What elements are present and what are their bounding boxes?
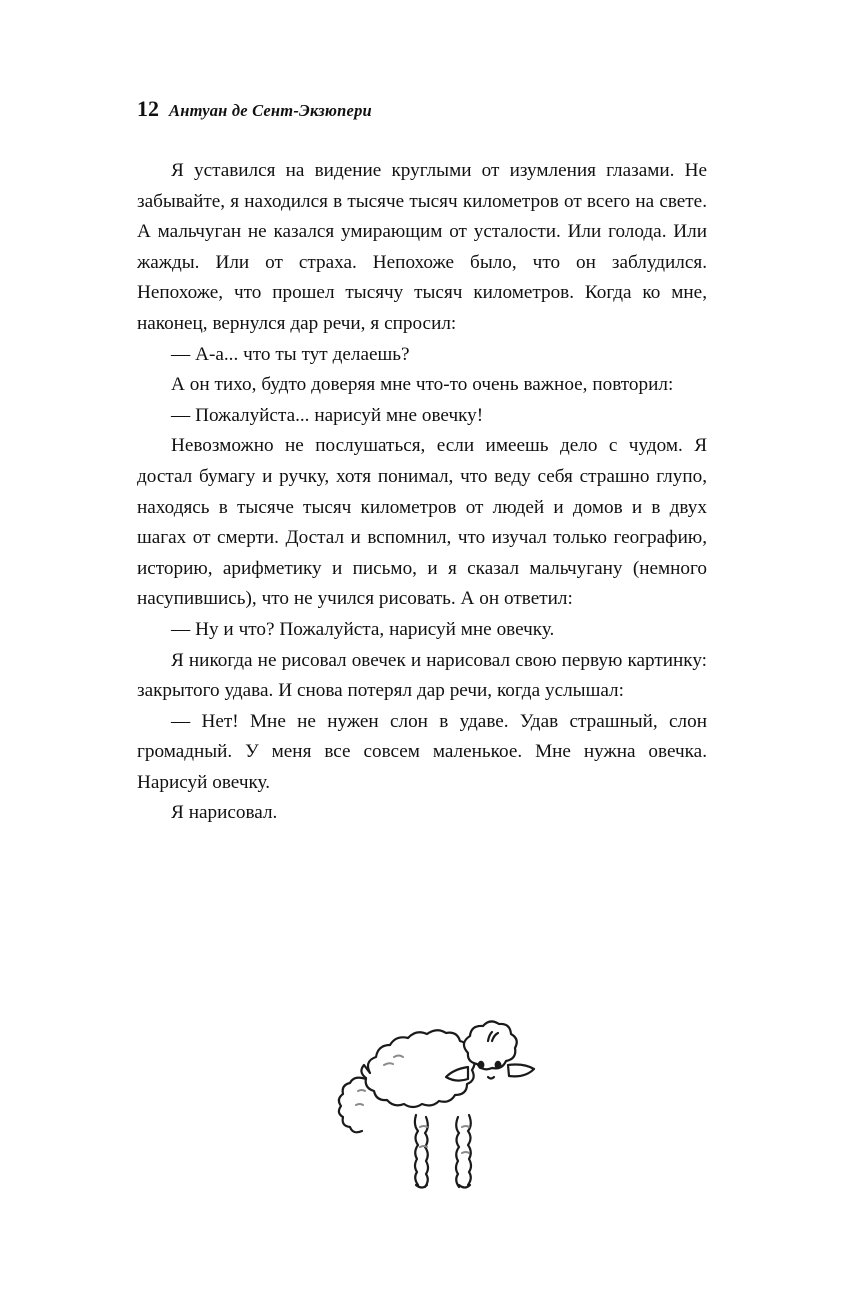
- paragraph: — Нет! Мне не нужен слон в удаве. Удав страшный, слон громадный. У меня все совсем маленькое. Мне нужна овечка. Нарисуй овечку.: [137, 710, 707, 793]
- paragraph: Я нарисовал.: [171, 802, 278, 824]
- paragraph: Я никогда не рисовал овечек и нарисовал свою первую картинку: закрытого удава. И снова потерял дар речи, когда услышал:: [137, 649, 707, 702]
- paragraph: — Ну и что? Пожалуйста, нарисуй мне овечку.: [171, 618, 555, 640]
- paragraph: А он тихо, будто доверяя мне что-то очень важное, повторил:: [171, 374, 674, 396]
- sheep-illustration: [137, 995, 707, 1215]
- paragraph: Невозможно не послушаться, если имеешь дело с чудом. Я достал бумагу и ручку, хотя понимал, что веду себя страшно глупо, находясь в тысяче тысяч километров от людей и домов и в двух шагах от смерти. Достал и вспомнил, что изучал только географию, историю, арифметику и письмо, и я сказал мальчугану (немного насупившись), что не учился рисовать. А он ответил:: [137, 435, 707, 610]
- sheep-drawing-icon: [292, 995, 552, 1195]
- paragraph: Я уставился на видение круглыми от изумления глазами. Не забывайте, я находился в тысяче тысяч километров от всего на свете. А мальчуган не казался умирающим от усталости. Или голода. Или жажды. Или от страха. Непохоже было, что он заблудился. Непохоже, что прошел тысячу тысяч километров. Когда ко мне, наконец, вернулся дар речи, я спросил:: [137, 160, 707, 334]
- paragraph: — А-а... что ты тут делаешь?: [171, 343, 410, 365]
- paragraph: — Пожалуйста... нарисуй мне овечку!: [171, 404, 484, 426]
- page-number: 12: [137, 96, 159, 121]
- running-header: [137, 96, 707, 122]
- page-content: [137, 96, 707, 829]
- author-running-head: Антуан де Сент-Экзюпери: [169, 101, 372, 120]
